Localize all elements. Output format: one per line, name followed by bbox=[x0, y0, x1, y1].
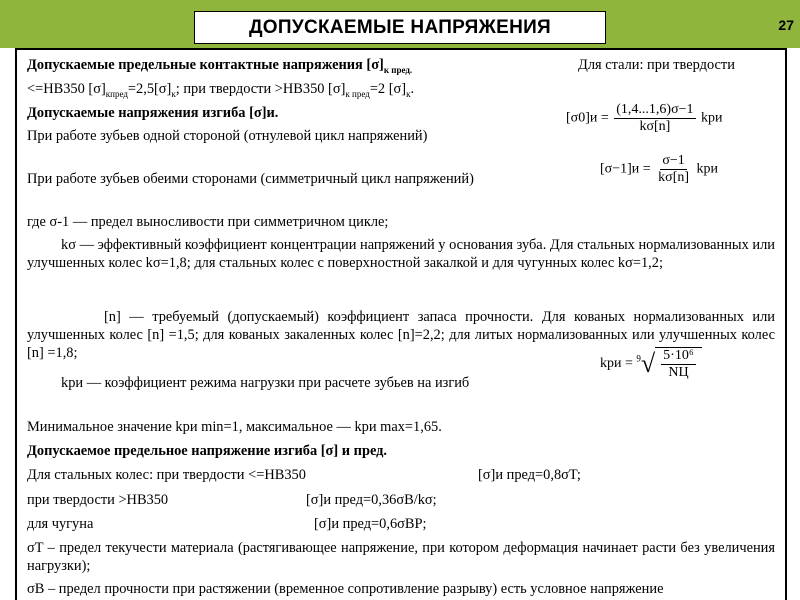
contact-stress-heading bbox=[27, 56, 412, 74]
both-sides-text: При работе зубьев обеими сторонами (симметричный цикл напряжений) bbox=[27, 171, 474, 187]
slide-title: ДОПУСКАЕМЫЕ НАПРЯЖЕНИЯ bbox=[248, 16, 552, 38]
formula-symmetric-cycle: [σ−1]и = $\frac{\sigma-1}{k\sigma[n]}$ kри bbox=[600, 153, 719, 185]
tensile-strength-paragraph: σB – предел прочности при растяжении (временное сопротивление разрыву) есть условное напряжение bbox=[27, 581, 664, 597]
hardness-line: <=НВ350 $[\sigma]_{кпред}=2,5[\sigma]_к$; при твердости >НВ350 $[\sigma]_{к пред}=2$ $[\sigma]_к$. bbox=[27, 81, 415, 99]
where-sigma-text: где σ-1 — предел выносливости при симметричном цикле; bbox=[27, 214, 389, 230]
steel-hardness-text: Для стали: при твердости bbox=[578, 57, 735, 73]
min-max-text: Минимальное значение kри min=1, максимальное — kри max=1,65. bbox=[27, 419, 442, 435]
n-paragraph: [n] — требуемый (допускаемый) коэффициент запаса прочности. Для кованых нормализованных или улучшенных колес [n] =1,5; для кованых закаленных колес [n]=2,2; для литых нормализованных или улучшенных колес [n] =1,8; bbox=[27, 309, 775, 361]
bending-stress-heading: Допускаемые напряжения изгиба [σ]и. bbox=[27, 105, 279, 121]
one-side-text: При работе зубьев одной стороной (отнулевой цикл напряжений) bbox=[27, 128, 428, 144]
text-line: Допускаемые предельные контактные напряжения [σ] bbox=[27, 57, 384, 73]
steel-high-hardness-value: [σ]и пред=0,36σB/kσ; bbox=[306, 492, 437, 508]
yield-strength-paragraph: σT – предел текучести материала (растягивающее напряжение, при котором деформация начинает расти без увеличения нагрузки); bbox=[27, 540, 775, 574]
cast-iron-text: для чугуна bbox=[27, 516, 94, 532]
formula-zero-cycle: [σ0]и = $\frac{(1,4...1,6)\sigma-1}{k\sigma[n]}$ kри bbox=[566, 102, 723, 134]
subscript: к пред. bbox=[383, 64, 413, 75]
steel-low-hardness-text: Для стальных колес: при твердости <=НВ350 bbox=[27, 467, 306, 483]
cast-iron-value: [σ]и пред=0,6σBP; bbox=[314, 516, 427, 532]
k-sigma-paragraph: kσ — эффективный коэффициент концентрации напряжений у основания зуба. Для стальных нормализованных или улучшенных колес kσ=1,8; для стальных колес с поверхностной закалкой и для чугунных колес kσ=1,2; bbox=[27, 237, 775, 271]
permissible-bending-heading: Допускаемое предельное напряжение изгиба [σ] и пред. bbox=[27, 443, 388, 459]
steel-high-hardness-text: при твердости >НВ350 bbox=[27, 492, 169, 508]
page-number: 27 bbox=[778, 17, 794, 33]
title-box bbox=[194, 11, 606, 44]
steel-low-hardness-value: [σ]и пред=0,8σT; bbox=[478, 467, 581, 483]
k-ri-text: kри — коэффициент режима нагрузки при расчете зубьев на изгиб bbox=[61, 375, 470, 391]
formula-k-ri: kри = $^9$√ $\frac{\text{5·10⁶}}{NЦ}$ bbox=[600, 347, 702, 381]
